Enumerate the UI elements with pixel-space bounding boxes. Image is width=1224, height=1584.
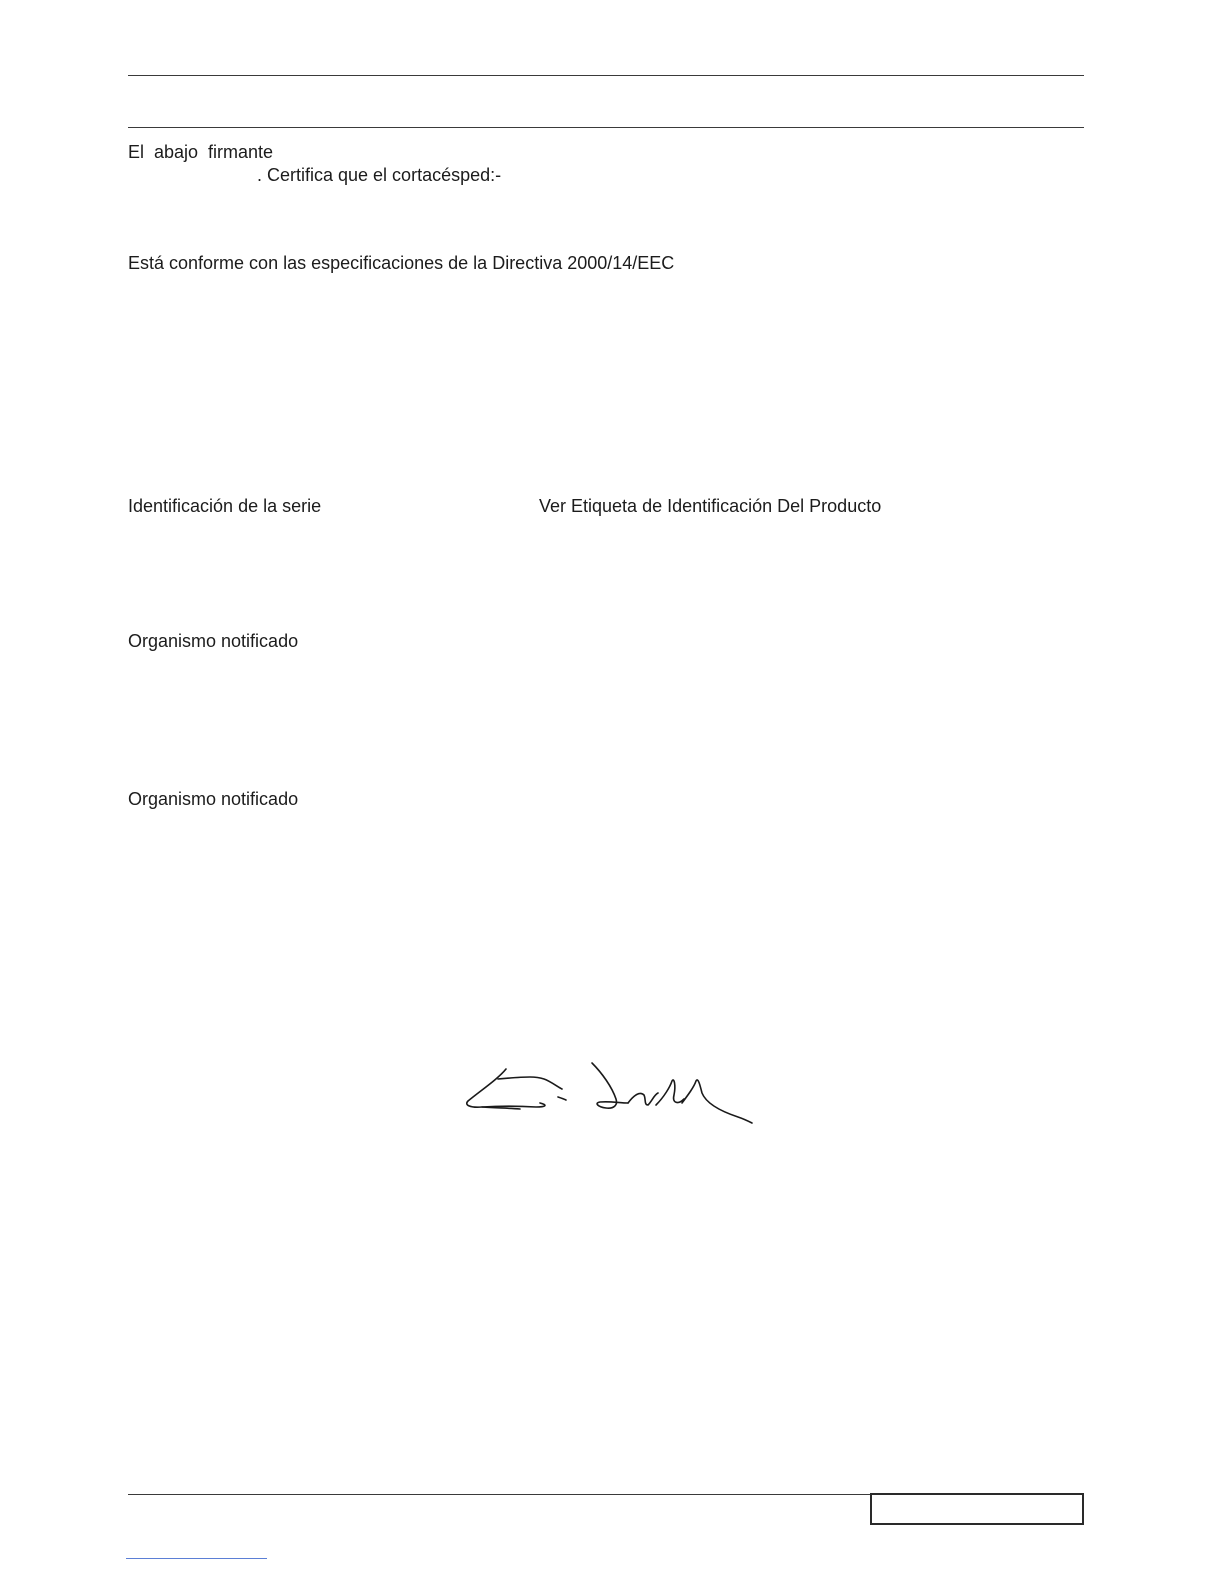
header-top-rule bbox=[128, 75, 1084, 76]
series-value: Ver Etiqueta de Identificación Del Producto bbox=[539, 496, 882, 516]
signature-image bbox=[458, 1055, 758, 1130]
notified-body-label-2: Organismo notificado bbox=[128, 789, 299, 809]
notified-body-label-1: Organismo notificado bbox=[128, 631, 299, 651]
certifies-text: . Certifica que el cortacésped:- bbox=[257, 165, 502, 185]
link-underline bbox=[126, 1558, 267, 1559]
footer-rule bbox=[128, 1494, 870, 1495]
page-number-box bbox=[870, 1493, 1084, 1525]
signatory-label: El abajo firmante bbox=[128, 142, 274, 162]
conformity-text: Está conforme con las especificaciones de la Directiva 2000/14/EEC bbox=[128, 253, 675, 273]
series-label: Identificación de la serie bbox=[128, 496, 322, 516]
header-bottom-rule bbox=[128, 127, 1084, 128]
